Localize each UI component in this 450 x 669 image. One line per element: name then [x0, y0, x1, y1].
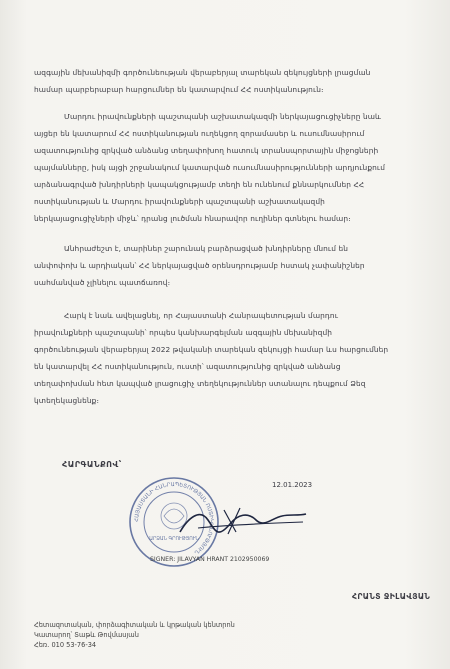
paragraph-2 [34, 108, 430, 227]
text-line: Հարկ է նաև ավելացնել, որ Հայաստանի Հանրապետության մարդու [64, 311, 339, 320]
signature-scribble [178, 498, 308, 548]
text-line: են կատարվել ՀՀ ոստիկանություն, ուստի՝ ազատությունից զրկված անձանց [34, 362, 341, 371]
text-line: ոստիկանության և Մարդու իրավունքների պաշտպանի աշխատակազմի [34, 197, 325, 206]
text-line: պայմանները, իսկ այցի շրջանակում կատարված ուսումնասիրությունների արդյունքում [34, 163, 386, 172]
text-line: արձանագրված խնդիրների կապակցությամբ տեղի են ունենում քննարկումներ ՀՀ [34, 180, 365, 189]
text-line: իրավունքների պաշտպանի՝ որպես կանխարգելման ազգային մեխանիզմի [34, 328, 333, 337]
text-line: այցեր են կատարում ՀՀ ոստիկանության ուղեկցող զորամասեր և ուսումնասիրում [34, 129, 365, 138]
paragraph-4 [34, 307, 430, 409]
footer-contact [34, 620, 235, 650]
paragraph-3 [34, 240, 430, 291]
footer-line: Կատարող՝ Տաթև Թովմասյան [34, 631, 139, 639]
text-line: գործունեության վերաբերյալ 2022 թվականի տարեկան զեկույցի համար ևս հարցումներ [34, 345, 389, 354]
letter-date: 12.01.2023 [272, 481, 313, 489]
text-line: Անհրաժեշտ է, տարիներ շարունակ բարձրացված խնդիրները մնում են [64, 244, 349, 253]
signer-name: ՀՐԱՆՏ ՋԻԼԱՎՅԱՆ [352, 592, 431, 601]
handwritten-signature [178, 498, 308, 552]
text-line: Մարդու իրավունքների պաշտպանի աշխատակազմի ներկայացուցիչները նաև [64, 112, 382, 121]
text-line: համար պարբերաբար հարցումներ են կատարվում ՀՀ ոստիկանություն։ [34, 85, 324, 94]
paragraph-1 [34, 64, 430, 98]
closing-salutation: ՀԱՐԳԱՆՔՈՎ՝ [62, 460, 122, 469]
svg-text:ԱՐՁԱՆ ԳՐՈՒԹՅՈՒՆ: ԱՐՁԱՆ ԳՐՈՒԹՅՈՒՆ [149, 537, 199, 542]
text-line: կտեղեկացնենք։ [34, 396, 100, 405]
footer-line: Հետազոտական, փորձագիտական և կրթական կենտրոն [34, 621, 235, 629]
text-line: անփոփոխ և արդիական՝ ՀՀ ներկայացված օրենսդրությամբ հստակ չափանիշներ [34, 261, 365, 270]
text-line: ներկայացուցիչների միջև՝ դրանց լուծման հնարավոր ուղիներ գտնելու համար։ [34, 214, 351, 223]
digital-signer-id: SIGNER: JILAVYAN HRANT 2102950069 [150, 556, 270, 563]
footer-line: Հեռ․ 010 53-76-34 [34, 641, 97, 649]
text-line: տեղափոխման հետ կապված լրացուցիչ տեղեկություններ ստանալու դեպքում Ձեզ [34, 379, 366, 388]
svg-text:ՀԱՅԱՍՏԱՆԻ ՀԱՆՐԱՊԵՏՈՒԹՅԱՆ ՈՍՏԻԿ: ՀԱՅԱՍՏԱՆԻ ՀԱՆՐԱՊԵՏՈՒԹՅԱՆ ՈՍՏԻԿԱՆՈՒԹՅՈՒՆ [133, 481, 215, 556]
text-line: ազգային մեխանիզմի գործունեության վերաբերյալ տարեկան զեկույցների լրացման [34, 68, 371, 77]
text-line: ազատությունից զրկված անձանց տեղափոխող հատուկ տրանսպորտային միջոցների [34, 146, 379, 155]
text-line: սահմանված չլինելու պատճառով։ [34, 278, 171, 287]
